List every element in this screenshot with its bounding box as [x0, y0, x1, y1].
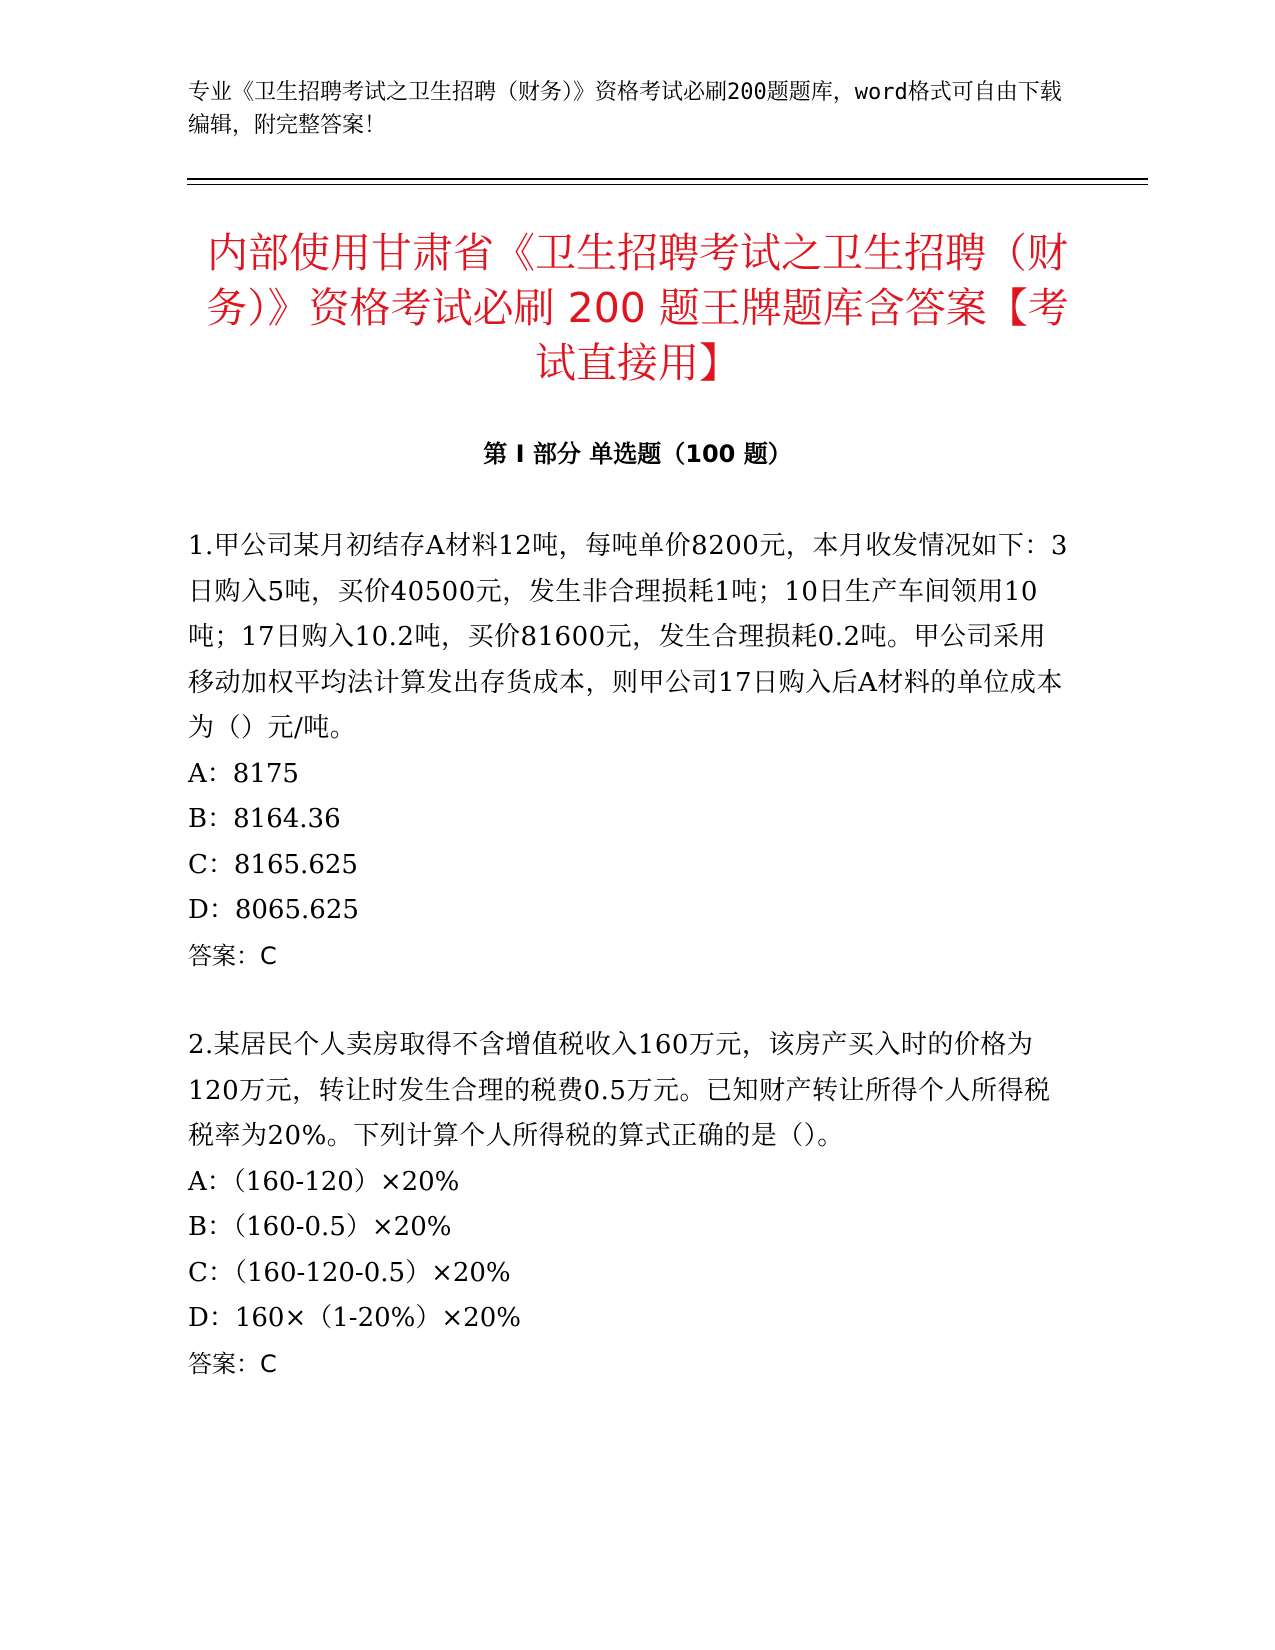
section-title: 第 I 部分 单选题（100 题）	[483, 440, 792, 468]
question-text: 1.甲公司某月初结存A材料12吨，每吨单价8200元，本月收发情况如下：3日购入5吨，买价40500元，发生非合理损耗1吨；10日生产车间领用10吨；17日购入10.2吨，买价81600元，发生合理损耗0.2吨。甲公司采用移动加权平均法计算发出存货成本，则甲公司17日购入后A材料的单位成本为（）元/吨。	[188, 531, 1068, 743]
option-c: C：（160-120-0.5）×20%	[188, 1257, 511, 1288]
header-note: 专业《卫生招聘考试之卫生招聘（财务）》资格考试必刷200题题库，word格式可自由下载编辑，附完整答案！	[188, 80, 1062, 138]
option-d: D：160×（1-20%）×20%	[188, 1303, 521, 1333]
question-2	[188, 1023, 1068, 1387]
option-b: B：8164.36	[188, 804, 341, 834]
option-a: A：8175	[188, 758, 299, 789]
option-a: A：（160-120）×20%	[188, 1166, 460, 1197]
header-rule-thin	[187, 184, 1148, 185]
answer: 答案：C	[188, 941, 277, 970]
option-c: C：8165.625	[188, 849, 358, 880]
document-title: 内部使用甘肃省《卫生招聘考试之卫生招聘（财务）》资格考试必刷 200 题王牌题库含答案【考试直接用】	[206, 229, 1069, 387]
option-d: D：8065.625	[188, 895, 359, 925]
option-b: B：（160-0.5）×20%	[188, 1212, 452, 1242]
question-1	[188, 524, 1068, 979]
answer: 答案：C	[188, 1349, 277, 1378]
question-text: 2.某居民个人卖房取得不含增值税收入160万元，该房产买入时的价格为120万元，转让时发生合理的税费0.5万元。已知财产转让所得个人所得税税率为20%。下列计算个人所得税的算式正确的是（）。	[188, 1030, 1051, 1151]
header-rule-thick	[187, 178, 1148, 180]
